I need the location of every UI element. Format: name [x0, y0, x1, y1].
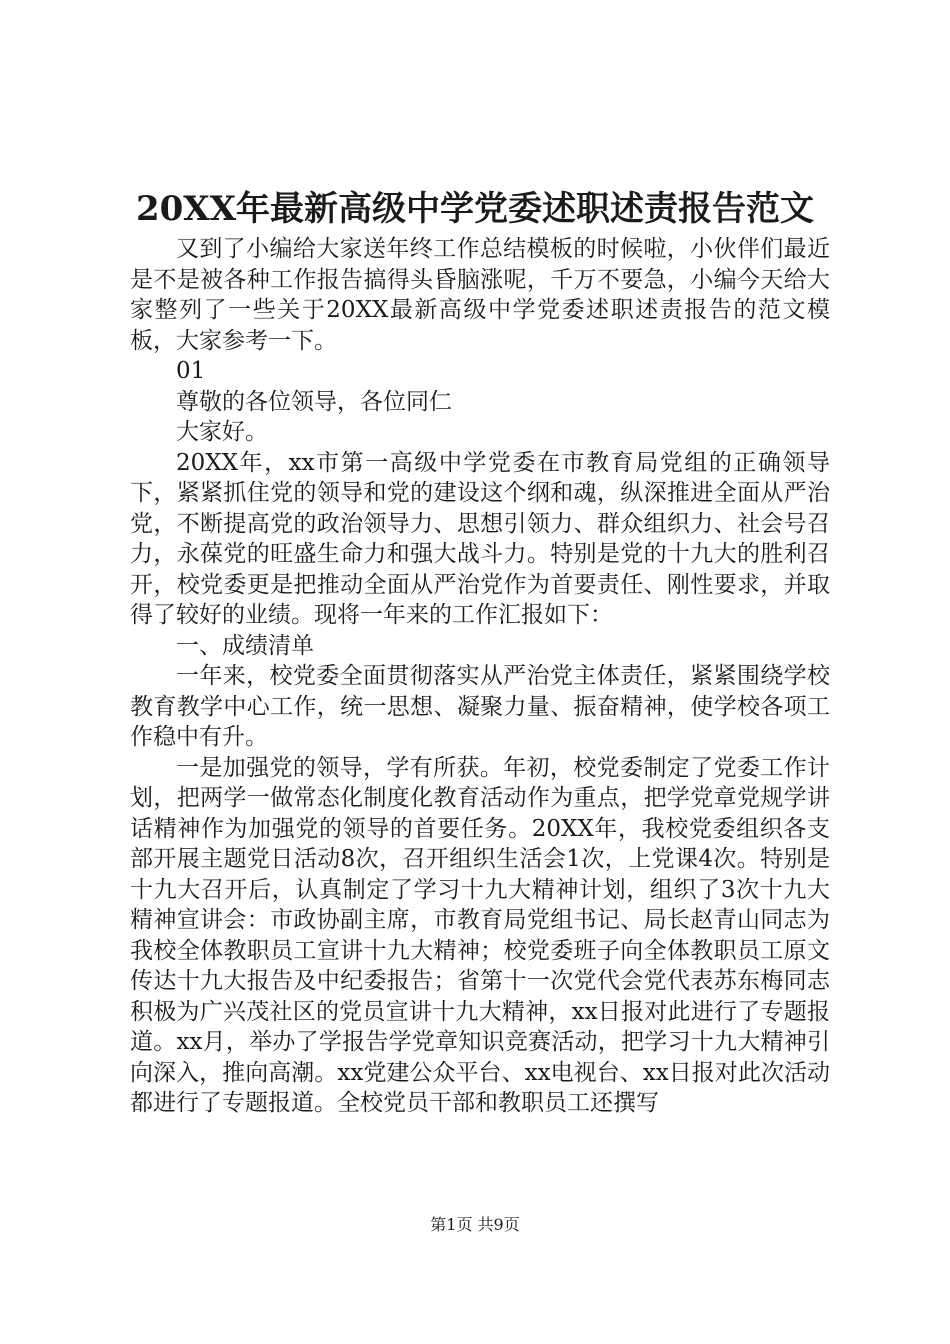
- section-heading: 一、成绩清单: [176, 632, 314, 659]
- page-number-footer: 第1页 共9页: [430, 1215, 520, 1234]
- body-paragraph: 20XX年，xx市第一高级中学党委在市教育局党组的正确领导下，紧紧抓住党的领导和党的建设这个纲和魂，纵深推进全面从严治党，不断提高党的政治领导力、思想引领力、群众组织力、社会号召力，永葆党的旺盛生命力和强大战斗力。特别是党的十九大的胜利召开，校党委更是把推动全面从严治党作为首要责任、刚性要求，并取得了较好的业绩。现将一年来的工作汇报如下：: [130, 449, 830, 628]
- section-number: 01: [176, 358, 206, 384]
- document-body: [130, 234, 830, 1119]
- salutation: 尊敬的各位领导，各位同仁: [176, 388, 452, 415]
- document-title: 20XX年最新高级中学党委述职述责报告范文: [135, 189, 815, 229]
- greeting: 大家好。: [176, 419, 268, 445]
- intro-paragraph: 又到了小编给大家送年终工作总结模板的时候啦，小伙伴们最近是不是被各种工作报告搞得头昏脑涨呢，千万不要急，小编今天给大家整列了一些关于20XX最新高级中学党委述职述责报告的范文模板，大家参考一下。: [130, 236, 830, 354]
- body-paragraph: 一是加强党的领导，学有所获。年初，校党委制定了党委工作计划，把两学一做常态化制度化教育活动作为重点，把学党章党规学讲话精神作为加强党的领导的首要任务。20XX年，我校党委组织各支部开展主题党日活动8次，召开组织生活会1次，上党课4次。特别是十九大召开后，认真制定了学习十九大精神计划，组织了3次十九大精神宣讲会：市政协副主席，市教育局党组书记、局长赵青山同志为我校全体教职员工宣讲十九大精神；校党委班子向全体教职员工原文传达十九大报告及中纪委报告；省第十一次党代会党代表苏东梅同志积极为广兴茂社区的党员宣讲十九大精神，xx日报对此进行了专题报道。xx月，举办了学报告学党章知识竞赛活动，把学习十九大精神引向深入，推向高潮。xx党建公众平台、xx电视台、xx日报对此次活动都进行了专题报道。全校党员干部和教职员工还撰写: [130, 754, 830, 1116]
- body-paragraph: 一年来，校党委全面贯彻落实从严治党主体责任，紧紧围绕学校教育教学中心工作，统一思想、凝聚力量、振奋精神，使学校各项工作稳中有升。: [130, 663, 830, 750]
